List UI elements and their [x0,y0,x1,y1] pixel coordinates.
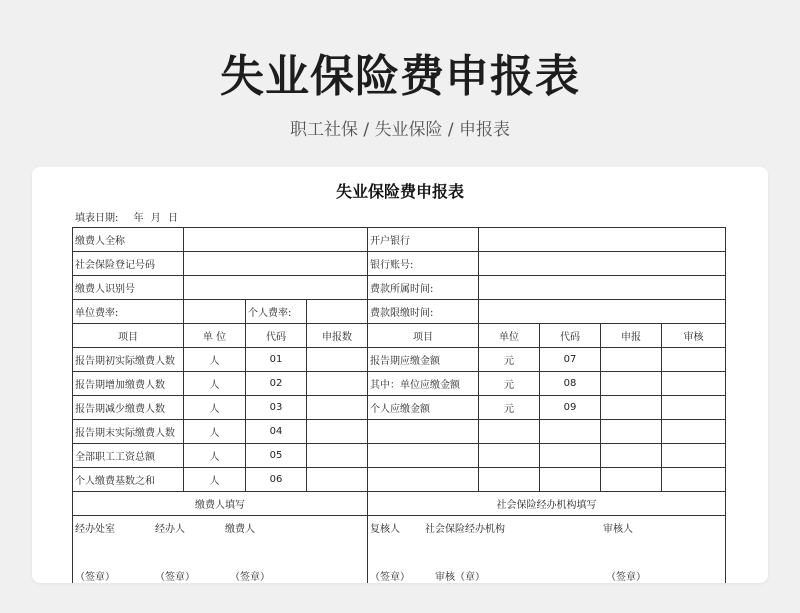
audit-cell[interactable] [662,396,726,420]
agency-audit-seal: 审核（章） [435,572,486,583]
info-row [73,228,726,252]
header-audit: 审核 [662,324,726,348]
audit-cell[interactable] [662,468,726,492]
audit-cell[interactable] [662,348,726,372]
item-cell: 报告期增加缴费人数 [73,372,184,396]
header-code: 代码 [246,324,307,348]
code-cell: 06 [246,468,307,492]
table-row [73,420,726,444]
code-cell: 03 [246,396,307,420]
empty-cell[interactable] [368,444,479,468]
item-cell: 个人应缴金额 [368,396,479,420]
reg-no-value[interactable] [184,252,368,276]
header-item: 项目 [73,324,184,348]
empty-cell[interactable] [479,468,540,492]
personal-rate-label: 个人费率: [246,300,307,324]
form-title: 失业保险费申报表 [335,182,464,201]
reg-no-label: 社会保险登记号码 [73,252,184,276]
empty-cell[interactable] [479,420,540,444]
payer-id-value[interactable] [184,276,368,300]
unit-cell: 人 [184,372,246,396]
item-cell: 报告期初实际缴费人数 [73,348,184,372]
agency-label: 社会保险经办机构 [425,524,506,535]
table-row [73,396,726,420]
declare-cell[interactable] [601,348,662,372]
auditor-seal: （签章） [606,572,647,583]
header-unit-2: 单位 [479,324,540,348]
empty-cell[interactable] [540,420,601,444]
unit-rate-label: 单位费率: [73,300,184,324]
code-cell: 01 [246,348,307,372]
period-label: 费款所属时间: [368,276,479,300]
code-cell: 02 [246,372,307,396]
code-cell: 08 [540,372,601,396]
unit-cell: 元 [479,372,540,396]
empty-cell[interactable] [368,420,479,444]
audit-cell[interactable] [662,420,726,444]
payer-id-label: 缴费人识别号 [73,276,184,300]
declared-cell[interactable] [307,372,368,396]
audit-cell[interactable] [662,444,726,468]
fill-date [75,209,182,224]
header-code-2: 代码 [540,324,601,348]
payer-name-label: 缴费人全称 [73,228,184,252]
form-card [32,167,768,583]
declared-cell[interactable] [307,420,368,444]
table-row [73,444,726,468]
item-cell: 全部职工工资总额 [73,444,184,468]
unit-rate-value[interactable] [184,300,246,324]
declared-cell[interactable] [307,468,368,492]
header-row [73,324,726,348]
unit-cell: 人 [184,420,246,444]
declared-cell[interactable] [307,348,368,372]
item-cell: 其中：单位应缴金额 [368,372,479,396]
fill-date-year: 年 [133,213,144,224]
payer-name-value[interactable] [184,228,368,252]
account-no-label: 银行账号: [368,252,479,276]
breadcrumb: 职工社保 / 失业保险 / 申报表 [289,120,511,140]
code-cell: 04 [246,420,307,444]
code-cell: 09 [540,396,601,420]
reviewer-label: 复核人 [370,524,401,535]
unit-cell: 元 [479,348,540,372]
table-row [73,468,726,492]
account-no-value[interactable] [479,252,726,276]
unit-cell: 人 [184,444,246,468]
period-value[interactable] [479,276,726,300]
payer-label: 缴费人 [225,524,255,535]
section-row [73,492,726,516]
unit-cell: 人 [184,468,246,492]
declare-cell[interactable] [601,396,662,420]
office-seal: （签章） [75,572,115,583]
reviewer-seal: （签章） [370,572,411,583]
page-title: 失业保险费申报表 [220,51,580,102]
deadline-label: 费款限缴时间: [368,300,479,324]
item-cell: 报告期末实际缴费人数 [73,420,184,444]
declare-cell[interactable] [601,468,662,492]
auditor-label: 审核人 [603,524,634,535]
table-row [73,348,726,372]
info-row [73,300,726,324]
info-row [73,276,726,300]
header-declared: 申报数 [307,324,368,348]
bank-label: 开户银行 [368,228,479,252]
payer-signature-area[interactable] [73,516,368,584]
agency-fill-section: 社会保险经办机构填写 [368,492,726,516]
declare-cell[interactable] [601,372,662,396]
empty-cell[interactable] [540,444,601,468]
declaration-table [72,227,726,583]
unit-cell: 人 [184,348,246,372]
handler-seal: （签章） [155,572,195,583]
fill-date-label: 填表日期: [75,213,119,224]
header-item-2: 项目 [368,324,479,348]
personal-rate-value[interactable] [307,300,368,324]
item-cell: 个人缴费基数之和 [73,468,184,492]
audit-cell[interactable] [662,372,726,396]
empty-cell[interactable] [479,444,540,468]
unit-cell: 人 [184,396,246,420]
office-label: 经办处室 [75,524,115,535]
fill-date-month: 月 [150,213,161,224]
signature-row [73,516,726,584]
declare-cell[interactable] [601,444,662,468]
agency-signature-area[interactable] [368,516,726,584]
declared-cell[interactable] [307,444,368,468]
header-unit: 单 位 [184,324,246,348]
info-row [73,252,726,276]
handler-label: 经办人 [155,524,185,535]
payer-fill-section: 缴费人填写 [73,492,368,516]
declared-cell[interactable] [307,396,368,420]
empty-cell[interactable] [368,468,479,492]
deadline-value[interactable] [479,300,726,324]
code-cell: 05 [246,444,307,468]
table-row [73,372,726,396]
payer-seal: （签章） [230,572,270,583]
unit-cell: 元 [479,396,540,420]
code-cell: 07 [540,348,601,372]
declare-cell[interactable] [601,420,662,444]
item-cell: 报告期应缴金额 [368,348,479,372]
empty-cell[interactable] [540,468,601,492]
item-cell: 报告期减少缴费人数 [73,396,184,420]
bank-value[interactable] [479,228,726,252]
header-declare-2: 申报 [601,324,662,348]
fill-date-day: 日 [167,213,178,224]
